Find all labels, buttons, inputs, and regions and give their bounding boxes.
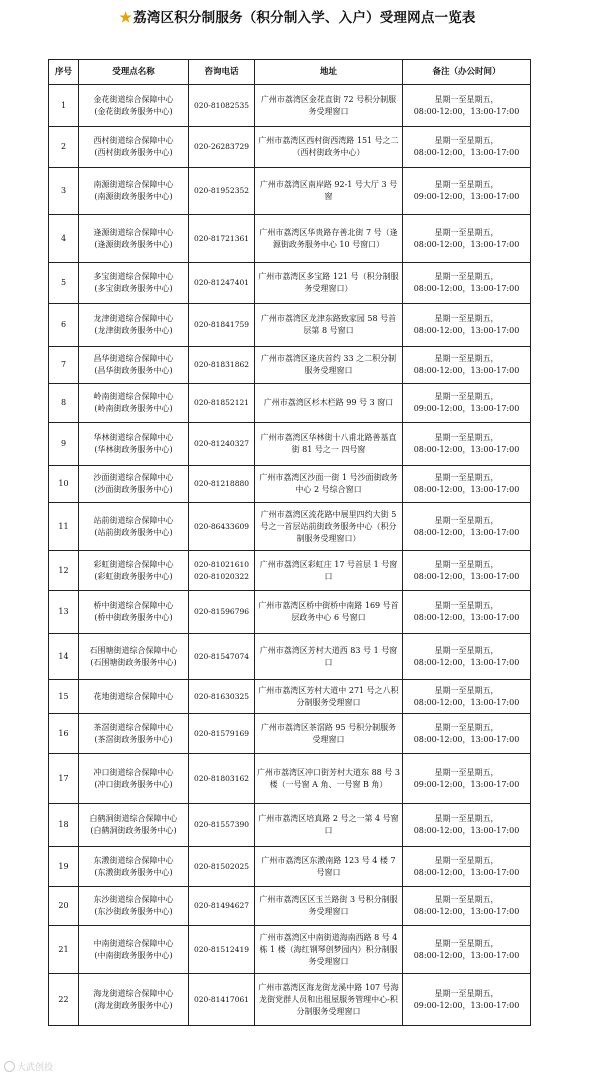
center-subname: (多宝街政务服务中心) [94, 284, 173, 293]
cell-address [255, 423, 403, 466]
cell-hours [403, 591, 531, 634]
cell-hours [403, 168, 531, 215]
cell-phone [189, 85, 255, 127]
hours-days: 星期一至星期五， [434, 392, 499, 401]
center-subname: (海龙街政务服务中心) [94, 1000, 173, 1010]
center-name: 昌华街道综合保障中心 [93, 354, 174, 363]
address-text: 广州市荔湾区华林街十八甫北路善基直街 81 号之一 四号窗 [260, 433, 397, 454]
cell-name [79, 263, 189, 304]
center-name: 海龙街道综合保障中心 [93, 988, 174, 998]
hours-days: 星期一至星期五， [434, 272, 499, 281]
address-text: 广州市荔湾区茶滘路 95 号积分制服务受理窗口 [260, 722, 397, 744]
table-row [49, 503, 531, 551]
cell-phone [189, 304, 255, 347]
cell-no [49, 887, 79, 926]
row-number: 3 [60, 186, 67, 195]
cell-name [79, 384, 189, 423]
hours-days: 星期一至星期五， [434, 433, 499, 442]
row-number: 8 [60, 398, 67, 407]
cell-hours [403, 634, 531, 680]
cell-no [49, 551, 79, 591]
phone-number: 020-81547074 [193, 651, 250, 661]
center-subname: (东漖街政务服务中心) [94, 867, 173, 877]
table-row [49, 926, 531, 974]
row-number: 18 [58, 820, 69, 829]
cell-address [255, 466, 403, 503]
cell-no [49, 926, 79, 974]
cell-hours [403, 974, 531, 1026]
cell-hours [403, 263, 531, 304]
cell-name [79, 634, 189, 680]
phone-number: 020-81852121 [193, 398, 250, 407]
cell-address [255, 503, 403, 551]
header-no: 序号 [49, 60, 79, 85]
center-subname: (昌华街政务服务中心) [94, 366, 173, 375]
row-number: 1 [60, 100, 67, 110]
cell-name [79, 804, 189, 847]
cell-hours [403, 384, 531, 423]
cell-name [79, 714, 189, 754]
hours-days: 星期一至星期五， [434, 988, 499, 998]
phone-number: 020-81803162 [193, 773, 250, 783]
cell-address [255, 634, 403, 680]
hours-times: 08:00-12:00，13:00-17:00 [413, 697, 520, 707]
cell-name [79, 85, 189, 127]
cell-phone [189, 714, 255, 754]
cell-phone [189, 551, 255, 591]
center-name: 白鹤洞街道综合保障中心 [89, 814, 178, 823]
cell-hours [403, 926, 531, 974]
cell-name [79, 926, 189, 974]
cell-no [49, 215, 79, 263]
header-address: 地址 [255, 60, 403, 85]
center-subname: (南源街政务服务中心) [94, 192, 173, 201]
row-number: 20 [58, 901, 69, 910]
center-name: 华林街道综合保障中心 [93, 433, 174, 442]
cell-phone [189, 168, 255, 215]
cell-no [49, 127, 79, 168]
address-text: 广州市荔湾区彩虹庄 17 号首层 1 号窗口 [259, 559, 398, 581]
address-text: 广州市荔湾区桥中街桥中南路 169 号首层政务中心 6 号窗口 [258, 601, 399, 622]
phone-number: 020-86433609 [193, 521, 250, 531]
hours-times: 08:00-12:00，13:00-17:00 [413, 445, 520, 454]
cell-hours [403, 215, 531, 263]
cell-no [49, 804, 79, 847]
row-number: 6 [60, 320, 67, 329]
hours-times: 08:00-12:00，13:00-17:00 [413, 106, 520, 116]
row-number: 14 [58, 651, 69, 661]
cell-phone [189, 754, 255, 804]
hours-times: 08:00-12:00，13:00-17:00 [413, 571, 520, 581]
cell-no [49, 754, 79, 804]
center-name: 东沙街道综合保障中心 [93, 895, 174, 904]
phone-number: 020-81240327 [193, 439, 250, 448]
hours-days: 星期一至星期五， [434, 473, 499, 482]
hours-times: 08:00-12:00，13:00-17:00 [413, 326, 520, 335]
center-subname: (茶滘街政务服务中心) [94, 734, 173, 744]
table-row [49, 304, 531, 347]
phone-number: 020-81218880 [193, 479, 250, 488]
hours-times: 09:00-12:00，13:00-17:00 [413, 779, 520, 789]
cell-address [255, 551, 403, 591]
hours-days: 星期一至星期五， [434, 767, 499, 777]
cell-name [79, 168, 189, 215]
cell-no [49, 974, 79, 1026]
row-number: 12 [58, 565, 69, 575]
star-icon: ★ [119, 10, 133, 26]
cell-no [49, 466, 79, 503]
hours-times: 09:00-12:00，13:00-17:00 [413, 192, 520, 201]
center-subname: (站前街政务服务中心) [94, 527, 173, 537]
cell-phone [189, 215, 255, 263]
watermark-logo-icon [4, 1061, 15, 1072]
cell-address [255, 974, 403, 1026]
cell-no [49, 85, 79, 127]
phone-number: 020-81721361 [193, 233, 250, 243]
center-subname: (华林街政务服务中心) [94, 445, 173, 454]
cell-hours [403, 304, 531, 347]
cell-address [255, 714, 403, 754]
table-row [49, 551, 531, 591]
cell-hours [403, 423, 531, 466]
cell-phone [189, 384, 255, 423]
cell-address [255, 680, 403, 714]
title-text: 荔湾区积分制服务（积分制入学、入户）受理网点一览表 [133, 10, 476, 26]
phone-number: 020-81494627 [193, 901, 250, 910]
center-name: 冲口街道综合保障中心 [93, 767, 174, 777]
cell-address [255, 215, 403, 263]
hours-times: 08:00-12:00，13:00-17:00 [413, 613, 520, 622]
hours-days: 星期一至星期五， [434, 685, 499, 695]
center-subname: (冲口街政务服务中心) [94, 779, 173, 789]
cell-name [79, 215, 189, 263]
table-row [49, 347, 531, 384]
cell-address [255, 887, 403, 926]
cell-no [49, 384, 79, 423]
center-subname: (彩虹街政务服务中心) [94, 571, 173, 581]
cell-hours [403, 466, 531, 503]
center-name: 西村街道综合保障中心 [93, 136, 174, 145]
cell-name [79, 347, 189, 384]
center-name: 逢源街道综合保障中心 [93, 227, 174, 237]
center-name: 茶滘街道综合保障中心 [93, 722, 174, 732]
cell-phone [189, 127, 255, 168]
center-subname: (逢源街政务服务中心) [94, 239, 173, 249]
cell-hours [403, 551, 531, 591]
address-text: 广州市荔湾区培真路 2 号之一第 4 号窗口 [258, 814, 399, 835]
center-subname: (沙面街政务服务中心) [94, 485, 173, 494]
hours-days: 星期一至星期五， [434, 559, 499, 569]
cell-name [79, 974, 189, 1026]
hours-days: 星期一至星期五， [434, 515, 499, 525]
row-number: 22 [58, 994, 69, 1004]
address-text: 广州市荔湾区流花路中展里四约大街 5 号之一首层站前街政务服务中心（积分制服务受理窗口） [260, 509, 397, 543]
hours-times: 08:00-12:00，13:00-17:00 [413, 366, 520, 375]
cell-hours [403, 503, 531, 551]
table-row [49, 887, 531, 926]
phone-number: 020-81841759 [193, 320, 250, 329]
cell-phone [189, 423, 255, 466]
cell-hours [403, 804, 531, 847]
table-row [49, 127, 531, 168]
cell-phone [189, 974, 255, 1026]
cell-name [79, 847, 189, 887]
cell-hours [403, 847, 531, 887]
cell-address [255, 263, 403, 304]
cell-name [79, 887, 189, 926]
hours-days: 星期一至星期五， [434, 855, 499, 865]
cell-hours [403, 85, 531, 127]
header-name: 受理点名称 [79, 60, 189, 85]
cell-address [255, 85, 403, 127]
cell-hours [403, 887, 531, 926]
header-phone: 咨询电话 [189, 60, 255, 85]
hours-days: 星期一至星期五， [434, 814, 499, 823]
table-row [49, 466, 531, 503]
center-subname: (中南街政务服务中心) [94, 950, 173, 960]
row-number: 16 [58, 728, 69, 738]
address-text: 广州市荔湾区沙面一街 1 号沙面街政务中心 2 号综合窗口 [259, 473, 398, 494]
address-text: 广州市荔湾区冲口街芳村大道东 88 号 3 楼（一号窗 A 角、一号窗 B 角） [257, 767, 400, 789]
row-number: 21 [58, 944, 69, 954]
hours-times: 08:00-12:00，13:00-17:00 [413, 867, 520, 877]
row-number: 10 [58, 479, 69, 488]
watermark-text: 大武创投 [17, 1063, 54, 1073]
table-row [49, 423, 531, 466]
cell-no [49, 680, 79, 714]
hours-times: 08:00-12:00，13:00-17:00 [413, 485, 520, 494]
address-text: 广州市荔湾区华贵路存善北街 7 号（逢源街政务服务中心 10 号窗口） [259, 227, 398, 249]
table-row [49, 263, 531, 304]
table-row [49, 85, 531, 127]
cell-no [49, 423, 79, 466]
center-name: 石围塘街道综合保障中心 [89, 645, 178, 655]
table-row [49, 714, 531, 754]
cell-address [255, 804, 403, 847]
center-name: 桥中街道综合保障中心 [93, 601, 174, 610]
cell-phone [189, 466, 255, 503]
table-row [49, 168, 531, 215]
address-text: 广州市荔湾区杉木栏路 99 号 3 窗口 [263, 398, 394, 407]
table-header-row [49, 60, 531, 85]
row-number: 11 [58, 521, 69, 531]
page-title [0, 6, 595, 30]
table-row [49, 384, 531, 423]
address-text: 广州市荔湾区南岸路 92-1 号大厅 3 号窗 [259, 180, 398, 201]
cell-name [79, 503, 189, 551]
cell-phone [189, 503, 255, 551]
cell-name [79, 591, 189, 634]
cell-no [49, 847, 79, 887]
phone-number: 020-81082535 [193, 100, 250, 110]
hours-times: 08:00-12:00，13:00-17:00 [413, 284, 520, 293]
cell-no [49, 347, 79, 384]
phone-number: 020-81512419 [193, 944, 250, 954]
cell-address [255, 754, 403, 804]
table-row [49, 634, 531, 680]
hours-days: 星期一至星期五， [434, 895, 499, 904]
cell-hours [403, 714, 531, 754]
center-subname: (石围塘街政务服务中心) [90, 657, 177, 667]
address-text: 广州市荔湾区海龙街龙溪中路 107 号海龙街党群人员和出租屋服务管理中心-积分制服务受理窗口 [258, 982, 399, 1016]
phone-number: 020-26283729 [193, 142, 250, 151]
address-text: 广州市荔湾区东漖南路 123 号 4 楼 7 号窗口 [261, 855, 396, 877]
center-name: 沙面街道综合保障中心 [93, 473, 174, 482]
cell-hours [403, 754, 531, 804]
cell-no [49, 714, 79, 754]
hours-days: 星期一至星期五， [434, 722, 499, 732]
row-number: 9 [60, 439, 67, 448]
service-points-table [48, 59, 531, 1026]
row-number: 2 [60, 142, 67, 151]
phone-number: 020-81952352 [193, 186, 250, 195]
phone-number: 020-81021610 020-81020322 [193, 559, 250, 581]
cell-address [255, 304, 403, 347]
center-name: 中南街道综合保障中心 [93, 938, 174, 948]
address-text: 广州市荔湾区芳村大道西 83 号 1 号窗口 [259, 645, 398, 667]
cell-phone [189, 680, 255, 714]
row-number: 4 [60, 233, 67, 243]
center-name: 彩虹街道综合保障中心 [93, 559, 174, 569]
address-text: 广州市荔湾区西村街西湾路 151 号之二（西村街政务中心） [258, 136, 399, 157]
table-row [49, 215, 531, 263]
cell-hours [403, 127, 531, 168]
center-subname: (白鹤洞街政务服务中心) [90, 826, 177, 835]
hours-days: 星期一至星期五， [434, 227, 499, 237]
cell-address [255, 347, 403, 384]
cell-hours [403, 347, 531, 384]
cell-phone [189, 804, 255, 847]
table-row [49, 847, 531, 887]
hours-times: 08:00-12:00，13:00-17:00 [413, 527, 520, 537]
address-text: 广州市荔湾区龙津东路致家园 58 号首层第 8 号窗口 [260, 314, 397, 335]
hours-times: 09:00-12:00，13:00-17:00 [413, 1000, 520, 1010]
center-name: 南源街道综合保障中心 [93, 180, 174, 189]
address-text: 广州市荔湾区芳村大道中 271 号之八积分制服务受理窗口 [258, 685, 399, 707]
hours-days: 星期一至星期五， [434, 180, 499, 189]
address-text: 广州市荔湾区区玉兰路街 3 号积分制服务受理窗口 [259, 895, 398, 916]
center-name: 站前街道综合保障中心 [93, 515, 174, 525]
cell-address [255, 384, 403, 423]
phone-number: 020-81557390 [193, 820, 250, 829]
hours-times: 08:00-12:00，13:00-17:00 [413, 950, 520, 960]
cell-no [49, 503, 79, 551]
center-subname: (龙津街政务服务中心) [94, 326, 173, 335]
table-row [49, 680, 531, 714]
cell-name [79, 466, 189, 503]
cell-no [49, 634, 79, 680]
hours-times: 08:00-12:00，13:00-17:00 [413, 148, 520, 157]
cell-phone [189, 887, 255, 926]
center-subname: (岭南街政务服务中心) [94, 404, 173, 413]
center-name: 岭南街道综合保障中心 [93, 392, 174, 401]
row-number: 5 [60, 278, 67, 287]
phone-number: 020-81630325 [193, 691, 250, 701]
hours-days: 星期一至星期五， [434, 136, 499, 145]
hours-days: 星期一至星期五， [434, 601, 499, 610]
cell-no [49, 591, 79, 634]
address-text: 广州市荔湾区金花直街 72 号积分制服务受理窗口 [260, 94, 397, 116]
address-text: 广州市荔湾区中南街道海南西路 8 号 4 栋 1 楼（海红钢琴创梦园内）积分制服务受理窗口 [259, 932, 398, 966]
cell-no [49, 263, 79, 304]
hours-times: 09:00-12:00，13:00-17:00 [413, 404, 520, 413]
center-name: 多宝街道综合保障中心 [93, 272, 174, 281]
cell-phone [189, 847, 255, 887]
cell-phone [189, 591, 255, 634]
row-number: 17 [58, 773, 69, 783]
watermark [4, 1060, 53, 1073]
cell-phone [189, 926, 255, 974]
hours-times: 08:00-12:00，13:00-17:00 [413, 239, 520, 249]
table-row [49, 754, 531, 804]
phone-number: 020-81247401 [193, 278, 250, 287]
cell-address [255, 591, 403, 634]
hours-days: 星期一至星期五， [434, 314, 499, 323]
cell-hours [403, 680, 531, 714]
hours-days: 星期一至星期五， [434, 94, 499, 104]
table-row [49, 974, 531, 1026]
table-row [49, 804, 531, 847]
row-number: 7 [60, 360, 67, 369]
phone-number: 020-81417061 [193, 994, 250, 1004]
table-body [49, 85, 531, 1026]
center-subname: (金花街政务服务中心) [94, 106, 173, 116]
center-name: 金花街道综合保障中心 [93, 94, 174, 104]
center-name: 龙津街道综合保障中心 [93, 314, 174, 323]
row-number: 13 [58, 607, 69, 616]
cell-no [49, 168, 79, 215]
address-text: 广州市荔湾区多宝路 121 号（积分制服务受理窗口） [258, 272, 399, 293]
hours-times: 08:00-12:00，13:00-17:00 [413, 826, 520, 835]
cell-name [79, 680, 189, 714]
hours-days: 星期一至星期五， [434, 645, 499, 655]
cell-name [79, 304, 189, 347]
hours-times: 08:00-12:00，13:00-17:00 [413, 657, 520, 667]
center-name: 花地街道综合保障中心 [93, 691, 174, 701]
address-text: 广州市荔湾区逢庆首约 33 之二积分制服务受理窗口 [260, 354, 397, 375]
phone-number: 020-81502025 [193, 861, 250, 871]
hours-times: 08:00-12:00，13:00-17:00 [413, 907, 520, 916]
cell-address [255, 926, 403, 974]
cell-phone [189, 263, 255, 304]
center-subname: (桥中街政务服务中心) [94, 613, 173, 622]
row-number: 15 [58, 691, 69, 701]
cell-name [79, 551, 189, 591]
phone-number: 020-81579169 [193, 728, 250, 738]
cell-address [255, 168, 403, 215]
cell-name [79, 127, 189, 168]
cell-name [79, 754, 189, 804]
cell-phone [189, 634, 255, 680]
phone-number: 020-81596796 [193, 607, 250, 616]
cell-no [49, 304, 79, 347]
center-subname: (西村街政务服务中心) [94, 148, 173, 157]
center-subname: (东沙街政务服务中心) [94, 907, 173, 916]
cell-address [255, 127, 403, 168]
table-row [49, 591, 531, 634]
cell-name [79, 423, 189, 466]
row-number: 19 [58, 861, 69, 871]
hours-days: 星期一至星期五， [434, 354, 499, 363]
hours-times: 08:00-12:00，13:00-17:00 [413, 734, 520, 744]
phone-number: 020-81831862 [193, 360, 250, 369]
hours-days: 星期一至星期五， [434, 938, 499, 948]
cell-address [255, 847, 403, 887]
center-name: 东漖街道综合保障中心 [93, 855, 174, 865]
header-hours: 备注（办公时间） [403, 60, 531, 85]
cell-phone [189, 347, 255, 384]
